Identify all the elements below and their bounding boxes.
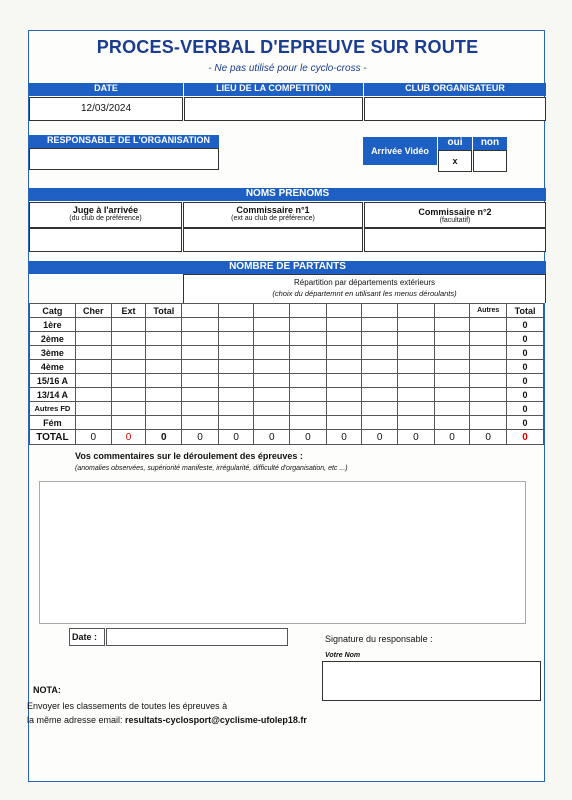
cell[interactable]: [398, 332, 435, 346]
cell[interactable]: [362, 318, 398, 332]
cell[interactable]: [470, 360, 507, 374]
table-row: [30, 318, 544, 332]
cell[interactable]: [111, 416, 146, 430]
video-oui-checkbox[interactable]: [438, 150, 472, 172]
responsable-band: RESPONSABLE DE L'ORGANISATION: [29, 135, 219, 148]
noms-band: NOMS PRENOMS: [29, 188, 546, 201]
cell[interactable]: [111, 318, 146, 332]
cell: [146, 346, 182, 360]
comm1-field[interactable]: [183, 228, 363, 252]
total-dept: 0: [326, 430, 362, 445]
comm1-sublabel: (ext au club de préférence): [231, 215, 315, 222]
cell[interactable]: [470, 346, 507, 360]
table-header-row: [30, 304, 544, 318]
table-row: [30, 346, 544, 360]
cell[interactable]: [398, 360, 435, 374]
catg-cell: 13/14 A: [30, 388, 76, 402]
cell[interactable]: [254, 374, 290, 388]
club-field[interactable]: [364, 97, 546, 121]
cell: [146, 360, 182, 374]
total-row-label: TOTAL: [30, 430, 76, 445]
comm1-label: Commissaire n°1: [236, 205, 310, 215]
comm2-label: Commissaire n°2: [418, 207, 492, 217]
cell[interactable]: [218, 374, 254, 388]
catg-header: Catg: [30, 304, 76, 318]
cell[interactable]: [182, 388, 219, 402]
nota-label: NOTA:: [33, 685, 61, 695]
comments-textarea[interactable]: [39, 481, 526, 624]
date-footer-field[interactable]: [106, 628, 288, 646]
cell[interactable]: [362, 360, 398, 374]
catg-cell: 2ème: [30, 332, 76, 346]
dept-select[interactable]: [398, 304, 435, 318]
row-total-cell: 0: [507, 388, 544, 402]
cell: [146, 332, 182, 346]
dept-select[interactable]: [254, 304, 290, 318]
cell[interactable]: [398, 402, 435, 416]
table-row: [30, 374, 544, 388]
cell[interactable]: [218, 402, 254, 416]
juge-label: Juge à l'arrivée: [72, 205, 139, 215]
cell[interactable]: [182, 374, 219, 388]
catg-cell: Autres FD: [30, 402, 76, 416]
cell[interactable]: [218, 388, 254, 402]
partants-band: NOMBRE DE PARTANTS: [29, 261, 546, 274]
cell[interactable]: [434, 416, 470, 430]
cell[interactable]: [111, 402, 146, 416]
total-ext: 0: [111, 430, 146, 445]
cell[interactable]: [290, 402, 327, 416]
cell[interactable]: [254, 402, 290, 416]
partants-table: [29, 303, 544, 445]
total2-header: Total: [507, 304, 544, 318]
total-autres: 0: [470, 430, 507, 445]
cell[interactable]: [218, 416, 254, 430]
lieu-field[interactable]: [184, 97, 363, 121]
lieu-band: LIEU DE LA COMPETITION: [184, 83, 363, 96]
juge-sublabel: (du club de préférence): [69, 215, 142, 222]
cell[interactable]: [111, 332, 146, 346]
row-total-cell: 0: [507, 402, 544, 416]
cell: [146, 374, 182, 388]
juge-field[interactable]: [29, 228, 182, 252]
cell: [146, 416, 182, 430]
cell[interactable]: [434, 332, 470, 346]
cell[interactable]: [218, 318, 254, 332]
cell: [146, 388, 182, 402]
total-cher: 0: [75, 430, 111, 445]
juge-header: [29, 202, 182, 228]
cell[interactable]: [362, 346, 398, 360]
cell[interactable]: [398, 416, 435, 430]
catg-cell: 3ème: [30, 346, 76, 360]
cell[interactable]: [326, 360, 362, 374]
catg-cell: Fém: [30, 416, 76, 430]
signature-field[interactable]: [322, 661, 541, 701]
cell[interactable]: [290, 374, 327, 388]
ext-header: Ext: [111, 304, 146, 318]
total-dept: 0: [182, 430, 219, 445]
cell[interactable]: [398, 374, 435, 388]
cell[interactable]: [398, 388, 435, 402]
cell[interactable]: [254, 346, 290, 360]
cell[interactable]: [182, 332, 219, 346]
nota-line2-text: la même adresse email:: [27, 715, 126, 725]
cher-header: Cher: [75, 304, 111, 318]
cell[interactable]: [290, 318, 327, 332]
cell[interactable]: [111, 346, 146, 360]
cell[interactable]: [290, 360, 327, 374]
cell[interactable]: [75, 318, 111, 332]
cell[interactable]: [290, 388, 327, 402]
comm1-header: [183, 202, 363, 228]
cell[interactable]: [75, 346, 111, 360]
row-total-cell: 0: [507, 416, 544, 430]
cell[interactable]: [362, 332, 398, 346]
total-header: Total: [146, 304, 182, 318]
row-total-cell: 0: [507, 360, 544, 374]
nota-line1: Envoyer les classements de toutes les épreuves à: [27, 701, 228, 711]
comments-sublabel: (anomalies observées, supériorité manifeste, irrégularité, difficulté d'organisation, etc ...): [75, 465, 348, 472]
cell: [146, 318, 182, 332]
catg-cell: 4ème: [30, 360, 76, 374]
video-label: Arrivée Vidéo: [363, 137, 437, 165]
date-value: 12/03/2024: [80, 103, 132, 114]
cell[interactable]: [182, 416, 219, 430]
cell[interactable]: [75, 416, 111, 430]
cell[interactable]: [434, 318, 470, 332]
votre-nom-label: Votre Nom: [325, 652, 361, 659]
dept-select[interactable]: [218, 304, 254, 318]
cell[interactable]: [75, 332, 111, 346]
cell[interactable]: [326, 388, 362, 402]
cell: [146, 402, 182, 416]
dept-select[interactable]: [362, 304, 398, 318]
total-dept: 0: [362, 430, 398, 445]
date-band: DATE: [29, 83, 183, 96]
cell[interactable]: [75, 374, 111, 388]
cell[interactable]: [290, 332, 327, 346]
cell[interactable]: [75, 360, 111, 374]
autres-header: Autres: [470, 304, 507, 318]
dept-select[interactable]: [434, 304, 470, 318]
form-sheet: [28, 30, 545, 782]
form-subtitle: - Ne pas utilisé pour le cyclo-cross -: [208, 63, 367, 74]
video-oui-value: x: [452, 156, 458, 166]
total-dept: 0: [254, 430, 290, 445]
cell[interactable]: [434, 346, 470, 360]
video-non-checkbox[interactable]: [473, 150, 507, 172]
cell[interactable]: [434, 360, 470, 374]
cell[interactable]: [75, 402, 111, 416]
row-total-cell: 0: [507, 374, 544, 388]
table-row: [30, 388, 544, 402]
repartition-sublabel: (choix du départemnt en utilisant les menus déroulants): [272, 289, 457, 298]
cell[interactable]: [398, 346, 435, 360]
cell[interactable]: [182, 318, 219, 332]
cell[interactable]: [218, 332, 254, 346]
cell[interactable]: [434, 388, 470, 402]
video-oui-label: oui: [438, 137, 472, 150]
row-total-cell: 0: [507, 318, 544, 332]
table-row: [30, 402, 544, 416]
cell[interactable]: [326, 402, 362, 416]
cell[interactable]: [290, 416, 327, 430]
row-total-cell: 0: [507, 332, 544, 346]
cell[interactable]: [218, 346, 254, 360]
table-row: [30, 332, 544, 346]
signature-label: Signature du responsable :: [325, 634, 433, 644]
dept-select[interactable]: [290, 304, 327, 318]
total-row: [30, 430, 544, 445]
grand-total: 0: [507, 430, 544, 445]
cell[interactable]: [362, 402, 398, 416]
cell[interactable]: [470, 332, 507, 346]
cell[interactable]: [218, 360, 254, 374]
cell[interactable]: [434, 374, 470, 388]
cell[interactable]: [362, 416, 398, 430]
row-total-cell: 0: [507, 346, 544, 360]
table-row: [30, 416, 544, 430]
cell[interactable]: [326, 318, 362, 332]
nota-line2: [27, 715, 307, 725]
cell[interactable]: [254, 318, 290, 332]
cell[interactable]: [254, 360, 290, 374]
cell[interactable]: [254, 388, 290, 402]
cell[interactable]: [182, 360, 219, 374]
cell[interactable]: [111, 388, 146, 402]
repartition-header: [183, 274, 546, 303]
cell[interactable]: [326, 374, 362, 388]
responsable-field[interactable]: [29, 148, 219, 170]
dept-select[interactable]: [182, 304, 219, 318]
comm2-sublabel: (facultatif): [439, 217, 471, 224]
repartition-label: Répartition par départements extérieurs: [294, 278, 435, 287]
cell[interactable]: [326, 346, 362, 360]
cell[interactable]: [470, 402, 507, 416]
total-dept: 0: [434, 430, 470, 445]
cell[interactable]: [470, 374, 507, 388]
cell[interactable]: [362, 374, 398, 388]
cell[interactable]: [254, 416, 290, 430]
cell[interactable]: [111, 374, 146, 388]
cell[interactable]: [182, 402, 219, 416]
cell[interactable]: [470, 318, 507, 332]
cell[interactable]: [326, 416, 362, 430]
dept-select[interactable]: [326, 304, 362, 318]
cell[interactable]: [326, 332, 362, 346]
cell[interactable]: [362, 388, 398, 402]
total-dept: 0: [218, 430, 254, 445]
cell[interactable]: [111, 360, 146, 374]
club-band: CLUB ORGANISATEUR: [364, 83, 546, 96]
cell[interactable]: [290, 346, 327, 360]
date-footer-label: Date :: [69, 628, 105, 646]
cell[interactable]: [470, 416, 507, 430]
cell[interactable]: [182, 346, 219, 360]
total-dept: 0: [398, 430, 435, 445]
table-row: [30, 360, 544, 374]
comm2-header: [364, 202, 546, 228]
cell[interactable]: [470, 388, 507, 402]
cell[interactable]: [434, 402, 470, 416]
date-field[interactable]: [29, 97, 183, 121]
total-total: 0: [146, 430, 182, 445]
cell[interactable]: [75, 388, 111, 402]
catg-cell: 15/16 A: [30, 374, 76, 388]
catg-cell: 1ère: [30, 318, 76, 332]
video-non-label: non: [473, 137, 507, 150]
form-title: PROCES-VERBAL D'EPREUVE SUR ROUTE: [96, 37, 479, 57]
comm2-field[interactable]: [364, 228, 546, 252]
cell[interactable]: [254, 332, 290, 346]
total-dept: 0: [290, 430, 327, 445]
comments-label: Vos commentaires sur le déroulement des épreuves :: [75, 451, 303, 461]
cell[interactable]: [398, 318, 435, 332]
contact-email[interactable]: resultats-cyclosport@cyclisme-ufolep18.fr: [125, 715, 307, 725]
